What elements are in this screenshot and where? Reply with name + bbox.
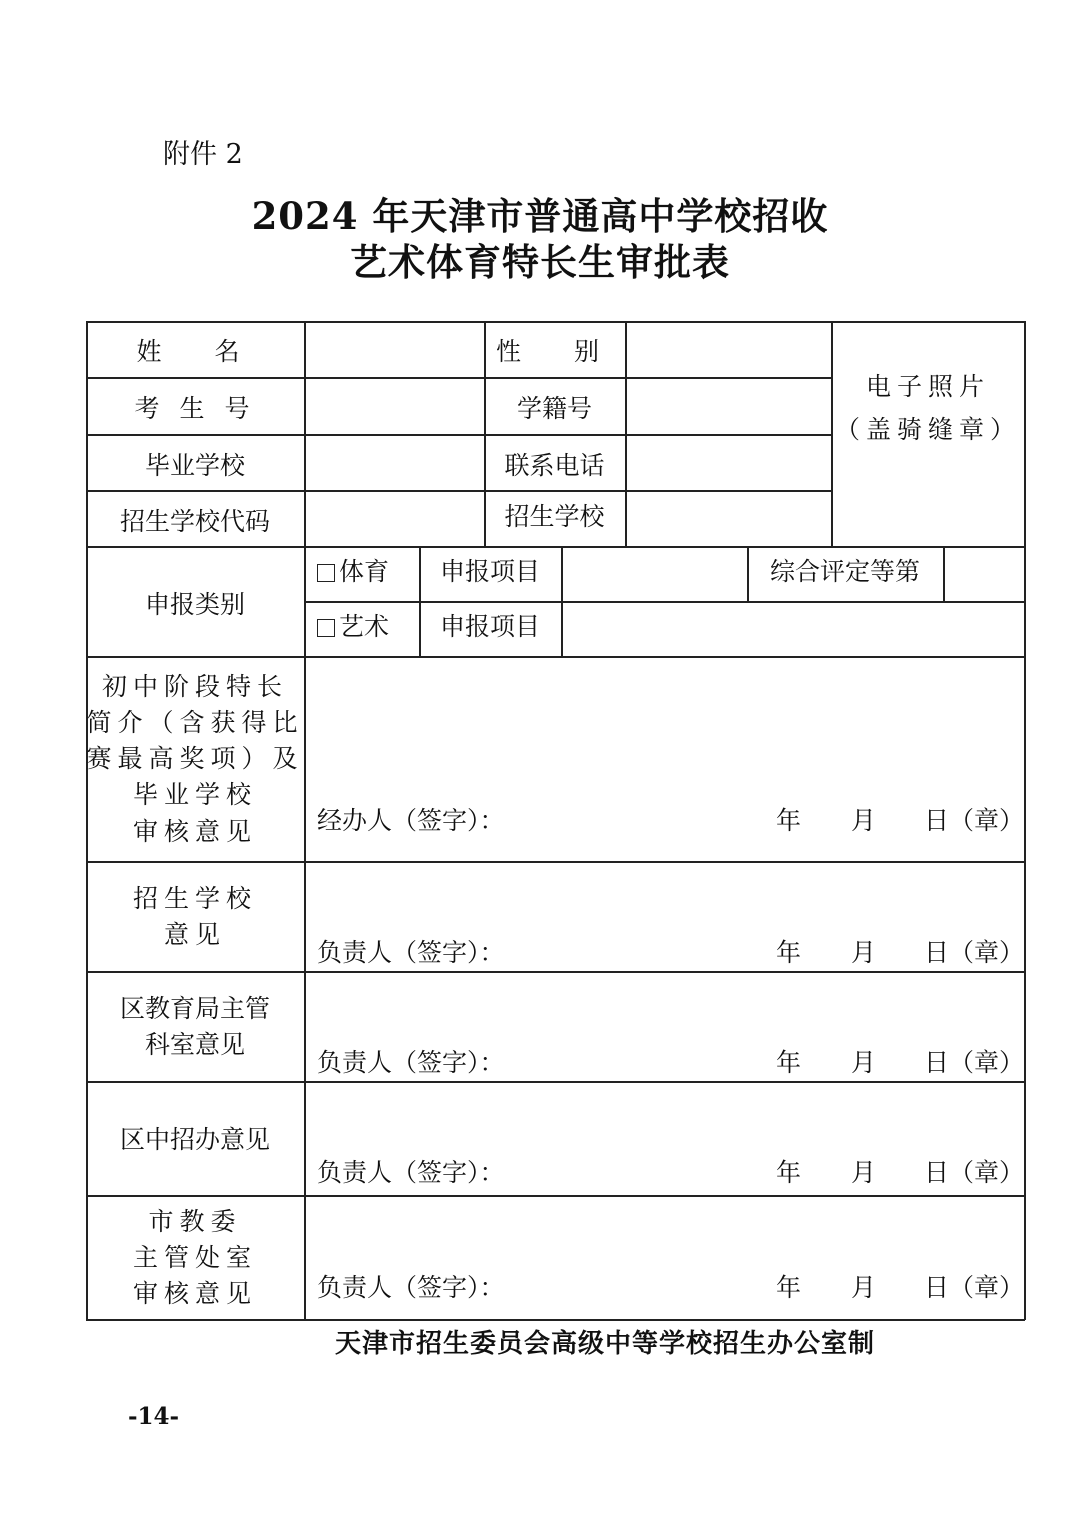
arts-option-label: 艺术 xyxy=(339,612,390,641)
table-border-bottom xyxy=(86,1319,1025,1321)
arts-option[interactable] xyxy=(317,609,389,645)
city-label-line2: 主管处室 xyxy=(132,1243,257,1272)
attachment-label: 附件 2 xyxy=(163,139,243,170)
enroll-school-field[interactable] xyxy=(627,492,830,545)
exam-no-label: 考 生 号 xyxy=(134,394,256,423)
intro-label-line4: 毕业学校 xyxy=(132,780,257,809)
grad-school-label: 毕业学校 xyxy=(144,451,245,480)
gender-label: 性 别 xyxy=(495,337,613,366)
gender-field[interactable] xyxy=(627,323,830,376)
school-code-field[interactable] xyxy=(306,492,483,545)
date-day-seal: 日（章） xyxy=(924,938,1025,967)
city-label-line1: 市教委 xyxy=(148,1207,242,1236)
grad-school-field[interactable] xyxy=(306,436,483,489)
intro-text-area[interactable] xyxy=(306,658,1023,818)
date-month: 月 xyxy=(851,1158,877,1187)
district-edu-opinion-area[interactable] xyxy=(306,973,1023,1043)
phone-label: 联系电话 xyxy=(504,451,605,480)
intro-label-line1: 初中阶段特长 xyxy=(101,672,288,701)
date-year: 年 xyxy=(776,1158,802,1187)
handler-signature-label: 经办人（签字）： xyxy=(317,806,505,835)
responsible-signature-label: 负责人（签字）： xyxy=(317,1158,505,1187)
responsible-signature-label: 负责人（签字）： xyxy=(317,1273,505,1302)
district-edu-label-line1: 区教育局主管 xyxy=(119,994,270,1023)
photo-upload-area[interactable] xyxy=(833,323,1023,545)
issuer-note: 天津市招生委员会高级中等学校招生办公室制 xyxy=(335,1329,876,1359)
date-year: 年 xyxy=(776,1048,802,1077)
rating-label: 综合评定等第 xyxy=(769,557,920,586)
photo-label: 电子照片 xyxy=(865,372,990,401)
city-label-line3: 审核意见 xyxy=(132,1279,257,1308)
enroll-opinion-label-line1: 招生学校 xyxy=(132,884,257,913)
date-day-seal: 日（章） xyxy=(924,1158,1025,1187)
date-day-seal: 日（章） xyxy=(924,1048,1025,1077)
name-label: 姓 名 xyxy=(136,337,254,366)
table-border-right xyxy=(1024,321,1026,1320)
approval-form-table xyxy=(86,321,1025,1320)
date-year: 年 xyxy=(776,938,802,967)
sports-option-label: 体育 xyxy=(339,557,390,586)
date-year: 年 xyxy=(776,1273,802,1302)
responsible-signature-label: 负责人（签字）： xyxy=(317,1048,505,1077)
date-day-seal: 日（章） xyxy=(924,1273,1025,1302)
form-title-line1: 2024 年天津市普通高中学校招收 xyxy=(251,194,829,238)
sports-project-field[interactable] xyxy=(563,548,746,600)
enroll-opinion-area[interactable] xyxy=(306,863,1023,933)
sports-option[interactable] xyxy=(317,554,389,590)
date-day-seal: 日（章） xyxy=(924,806,1025,835)
date-month: 月 xyxy=(851,806,877,835)
arts-checkbox[interactable] xyxy=(317,619,335,637)
sports-project-label: 申报项目 xyxy=(439,557,540,586)
row-line xyxy=(86,546,1025,548)
exam-no-field[interactable] xyxy=(306,379,483,433)
district-office-opinion-area[interactable] xyxy=(306,1083,1023,1155)
phone-field[interactable] xyxy=(627,436,830,489)
student-no-label: 学籍号 xyxy=(516,394,592,423)
arts-project-field[interactable] xyxy=(563,603,1023,655)
intro-label-line3: 赛最高奖项）及 xyxy=(86,744,304,773)
school-code-label: 招生学校代码 xyxy=(119,507,270,536)
rating-field[interactable] xyxy=(945,548,1023,600)
city-opinion-area[interactable] xyxy=(306,1197,1023,1269)
page-number: -14- xyxy=(128,1403,180,1430)
responsible-signature-label: 负责人（签字）： xyxy=(317,938,505,967)
date-month: 月 xyxy=(851,1048,877,1077)
student-no-field[interactable] xyxy=(627,379,830,433)
intro-label-line2: 简介（含获得比 xyxy=(86,708,304,737)
intro-label-line5: 审核意见 xyxy=(132,817,257,846)
form-title-line2: 艺术体育特长生审批表 xyxy=(350,240,730,284)
enroll-school-label: 招生学校 xyxy=(504,502,605,531)
sports-checkbox[interactable] xyxy=(317,564,335,582)
photo-seal-note: （盖骑缝章） xyxy=(834,415,1021,444)
date-month: 月 xyxy=(851,1273,877,1302)
date-month: 月 xyxy=(851,938,877,967)
arts-project-label: 申报项目 xyxy=(439,612,540,641)
name-field[interactable] xyxy=(306,323,483,376)
date-year: 年 xyxy=(776,806,802,835)
category-label: 申报类别 xyxy=(144,590,245,619)
enroll-opinion-label-line2: 意见 xyxy=(163,920,226,949)
district-edu-label-line2: 科室意见 xyxy=(144,1030,245,1059)
district-office-label: 区中招办意见 xyxy=(119,1125,270,1154)
